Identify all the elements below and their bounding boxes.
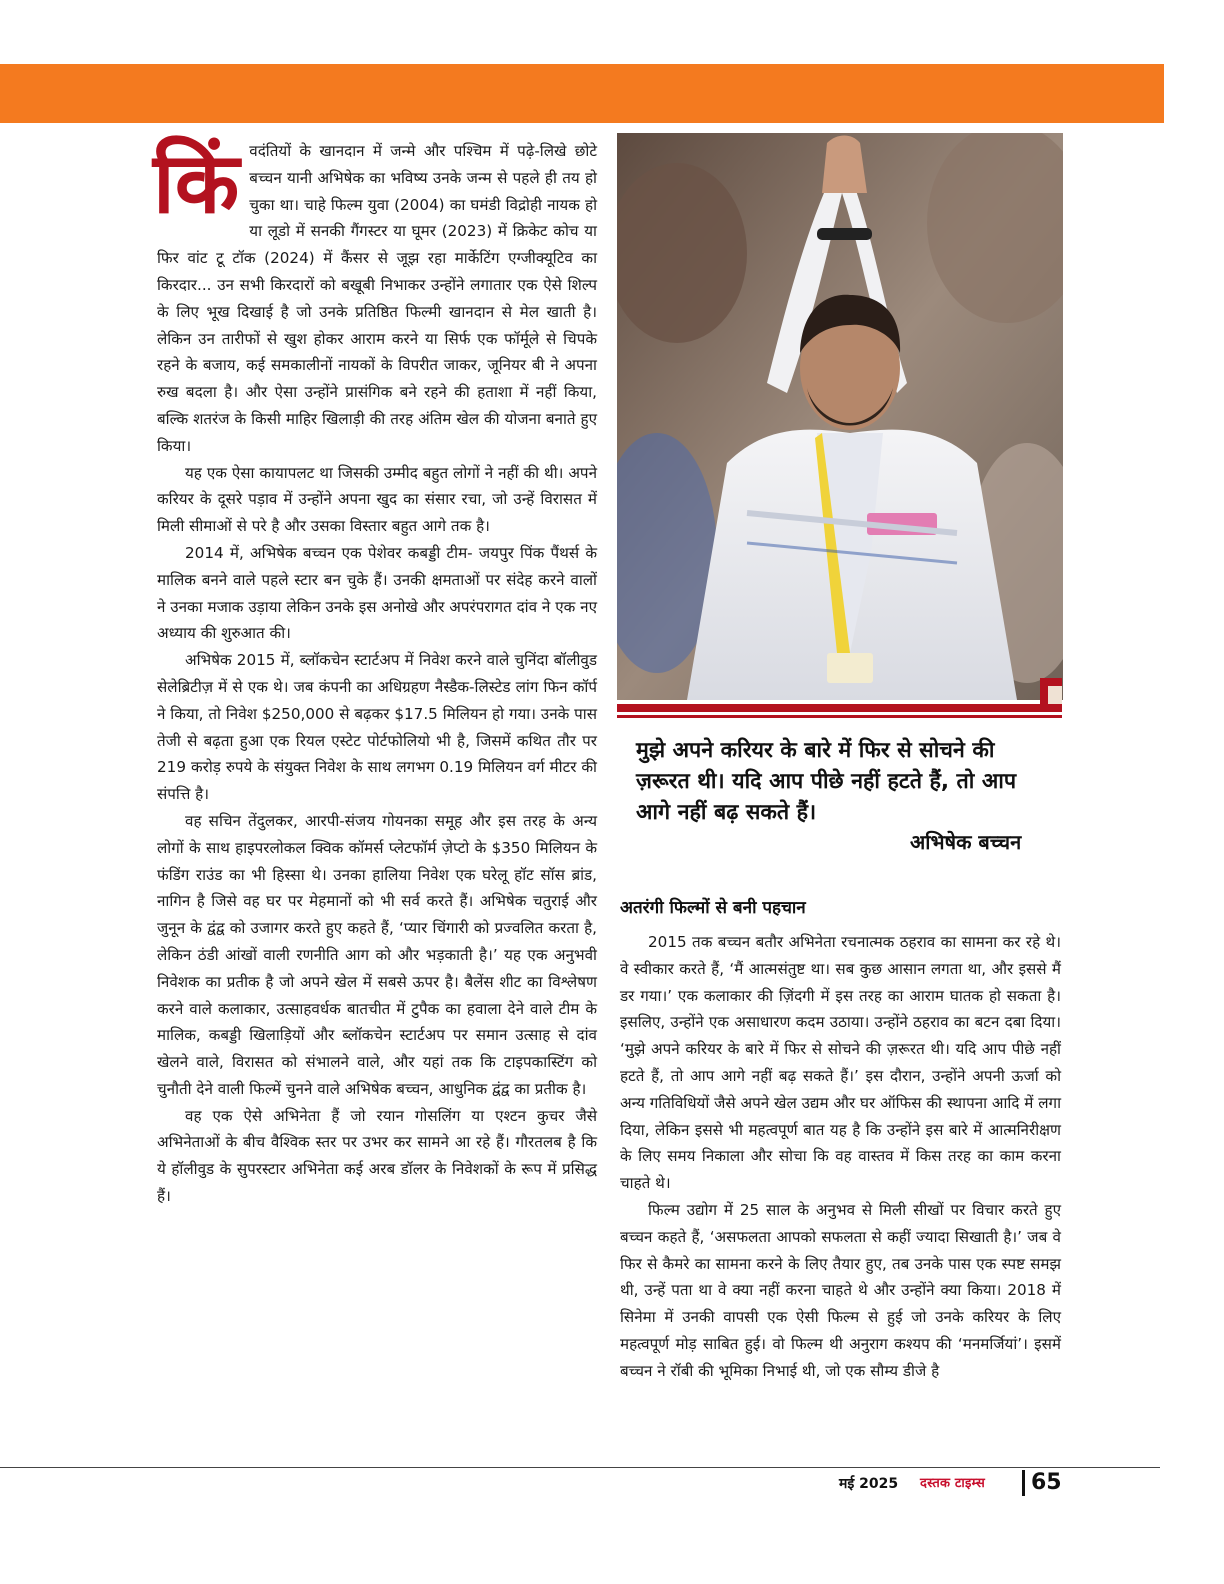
top-color-band (0, 64, 1164, 123)
article-paragraph: वह सचिन तेंदुलकर, आरपी-संजय गोयनका समूह और इस तरह के अन्य लोगों के साथ हाइपरलोकल क्विक कॉमर्स प्लेटफॉर्म ज़ेप्टो के $350 मिलियन के फंडिंग राउंड का भी हिस्सा थे। उनका हालिया निवेश एक घरेलू हॉट सॉस ब्रांड, नागिन है जिसे वह घर पर मेहमानों को भी सर्व करते हैं। अभिषेक चतुराई और जुनून के द्वंद्व को उजागर करते हुए कहते हैं, ‘प्यार चिंगारी को प्रज्वलित करता है, लेकिन ठंडी आंखों वाली रणनीति आग को और भड़काती है।’ यह एक अनुभवी निवेशक का प्रतीक है जो अपने खेल में सबसे ऊपर है। बैलेंस शीट का विश्लेषण करने वाले कलाकार, उत्साहवर्धक बातचीत में टुपैक का हवाला देने वाले टीम के मालिक, कबड्डी खिलाड़ियों और ब्लॉकचेन स्टार्टअप पर समान उत्साह से दांव खेलने वाले, विरासत को संभालने वाले, और यहां तक कि टाइपकास्टिंग को चुनौती देने वाली फिल्में चुनने वाले अभिषेक बच्चन, आधुनिक द्वंद्व का प्रतीक है। (157, 811, 597, 1098)
section-heading: अतरंगी फिल्मों से बनी पहचान (620, 898, 806, 918)
article-paragraph: वह एक ऐसे अभिनेता हैं जो रयान गोसलिंग या एश्टन कुचर जैसे अभिनेताओं के बीच वैश्विक स्तर पर उभर कर सामने आ रहे हैं। गौरतलब है कि ये हॉलीवुड के सुपरस्टार अभिनेता कई अरब डॉलर के निवेशकों के रूप में प्रसिद्ध हैं। (157, 1106, 597, 1206)
article-paragraph: अभिषेक 2015 में, ब्लॉकचेन स्टार्टअप में निवेश करने वाले चुनिंदा बॉलीवुड सेलेब्रिटीज़ में से एक थे। जब कंपनी का अधिग्रहण नैस्डैक-लिस्टेड लांग फिन कॉर्प ने किया, तो निवेश $250,000 से बढ़कर $17.5 मिलियन हो गया। उनके पास तेजी से बढ़ता हुआ एक रियल एस्टेट पोर्टफोलियो भी है, जिसमें कथित तौर पर 219 करोड़ रुपये के संयुक्त निवेश के साथ लगभग 0.19 मिलियन वर्ग मीटर की संपत्ति है। (157, 651, 597, 804)
article-paragraph: वदंतियों के खानदान में जन्मे और पश्चिम में पढ़े-लिखे छोटे बच्चन यानी अभिषेक का भविष्य उनके जन्म से पहले ही तय हो चुका था। चाहे फिल्म युवा (2004) का घमंडी विद्रोही नायक हो या लूडो में सनकी गैंगस्टर या घूमर (2023) में क्रिकेट कोच या फिर वांट टू टॉक (2024) में कैंसर से जूझ रहा मार्केटिंग एग्जीक्यूटिव का किरदार... उन सभी किरदारों को बखूबी निभाकर उन्होंने लगातार एक ऐसे शिल्प के लिए भूख दिखाई है जो उनके प्रतिष्ठित फिल्मी खानदान से मेल खाती है। लेकिन उन तारीफों से खुश होकर आराम करने या सिर्फ एक फॉर्मूले से चिपके रहने के बजाय, कई समकालीनों नायकों के विपरीत जाकर, जूनियर बी ने अपना रुख बदला है। और ऐसा उन्होंने प्रासंगिक बने रहने की हताशा में नहीं किया, बल्कि शतरंज के किसी माहिर खिलाड़ी की तरह अंतिम खेल की योजना बनाते हुए किया। (157, 142, 597, 455)
footer-divider (1022, 1470, 1025, 1496)
article-left-column (153, 133, 597, 1210)
article-paragraph: 2015 तक बच्चन बतौर अभिनेता रचनात्मक ठहराव का सामना कर रहे थे। वे स्वीकार करते हैं, ‘मैं आत्मसंतुष्ट था। सब कुछ आसान लगता था, और इससे मैं डर गया।’ एक कलाकार की ज़िंदगी में इस तरह का आराम घातक हो सकता है। इसलिए, उन्होंने एक असाधारण कदम उठाया। उन्होंने ठहराव का बटन दबा दिया। ‘मुझे अपने करियर के बारे में फिर से सोचने की ज़रूरत थी। यदि आप पीछे नहीं हटते हैं, तो आप आगे नहीं बढ़ सकते हैं।’ इस दौरान, उन्होंने अपनी ऊर्जा को अन्य गतिविधियों जैसे अपने खेल उद्यम और घर ऑफिस की स्थापना आदि में लगा दिया, लेकिन इससे भी महत्वपूर्ण बात यह है कि उन्होंने इस बारे में आत्मनिरीक्षण के लिए समय निकाला और सोचा कि वह वास्तव में किस तरह का काम करना चाहते थे। (620, 933, 1061, 1193)
photo-frame-rule (617, 704, 1062, 712)
article-paragraph: फिल्म उद्योग में 25 साल के अनुभव से मिली सीखों पर विचार करते हुए बच्चन कहते हैं, ‘असफलता आपको सफलता से कहीं ज्यादा सिखाती है।’ जब वे फिर से कैमरे का सामना करने के लिए तैयार हुए, तब उनके पास एक स्पष्ट समझ थी, उन्हें पता था वे क्या नहीं करना चाहते थे और उन्होंने क्या किया। 2018 में सिनेमा में उनकी वापसी एक ऐसी फिल्म से हुई जो उनके करियर के लिए महत्वपूर्ण मोड़ साबित हुई। वो फिल्म थी अनुराग कश्यप की ‘मनमर्जियां’। इसमें बच्चन ने रॉबी की भूमिका निभाई थी, जो एक सौम्य डीजे है (620, 1200, 1061, 1380)
page-number: 65 (1031, 1470, 1062, 1495)
dropcap: किं (153, 133, 240, 232)
quote-author: अभिषेक बच्चन (910, 830, 1022, 854)
feature-photo (617, 133, 1063, 700)
footer-rule (0, 1467, 1160, 1468)
article-paragraph: यह एक ऐसा कायापलट था जिसकी उम्मीद बहुत लोगों ने नहीं की थी। अपने करियर के दूसरे पड़ाव में उन्होंने अपना खुद का संसार रचा, जो उन्हें विरासत में मिली सीमाओं से परे है और उसका विस्तार बहुत आगे तक है। (157, 463, 597, 536)
photo-frame-thin-rule (617, 715, 1062, 718)
pull-quote: मुझे अपने करियर के बारे में फिर से सोचने की ज़रूरत थी। यदि आप पीछे नहीं हटते हैं, तो आप आगे नहीं बढ़ सकते हैं। (636, 738, 1017, 825)
footer-issue-month: मई 2025 (839, 1476, 899, 1492)
article-paragraph: 2014 में, अभिषेक बच्चन एक पेशेवर कबड्डी टीम- जयपुर पिंक पैंथर्स के मालिक बनने वाले पहले स्टार बन चुके हैं। उनकी क्षमताओं पर संदेह करने वालों ने उनका मजाक उड़ाया लेकिन उनके इस अनोखे और अपरंपरागत दांव ने एक नए अध्याय की शुरुआत की। (157, 543, 597, 643)
footer-brand-logo: दस्तक टाइम्स (920, 1476, 985, 1491)
article-right-column (620, 929, 1061, 1385)
